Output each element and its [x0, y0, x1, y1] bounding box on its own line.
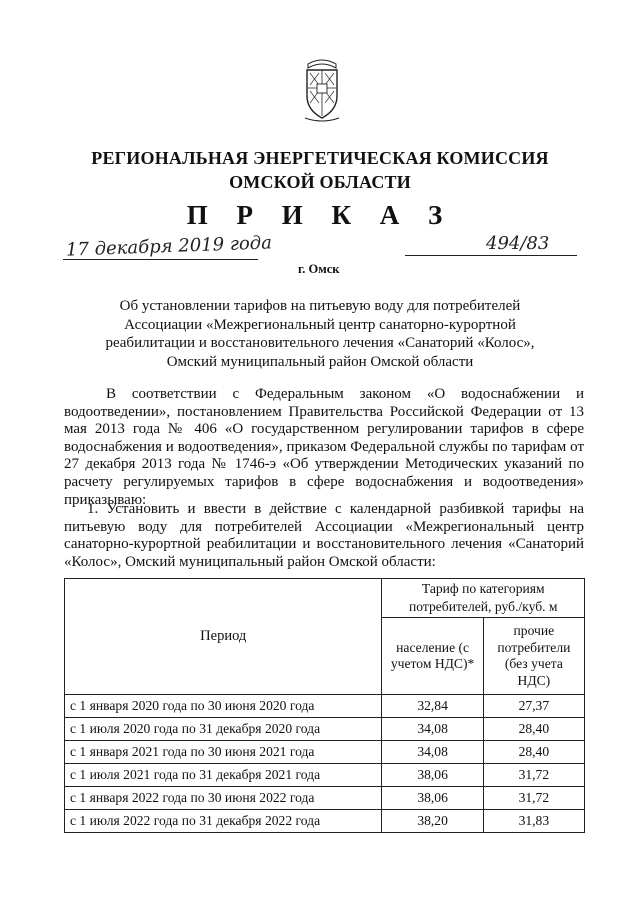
subject-line: реабилитации и восстановительного лечения «Санаторий «Колос»,	[105, 335, 535, 351]
org-name-line1: РЕГИОНАЛЬНАЯ ЭНЕРГЕТИЧЕСКАЯ КОМИССИЯ	[91, 148, 549, 168]
period-cell: с 1 июля 2020 года по 31 декабря 2020 года	[65, 718, 382, 741]
subject-line: Об установлении тарифов на питьевую воду для потребителей	[119, 298, 521, 314]
period-cell: с 1 июля 2022 года по 31 декабря 2022 года	[65, 810, 382, 833]
period-cell: с 1 января 2021 года по 30 июня 2021 года	[65, 741, 382, 764]
other-tariff-cell: 31,72	[483, 764, 584, 787]
city-label: г. Омск	[298, 262, 340, 276]
document-subject	[60, 297, 580, 371]
org-name-line2: ОМСКОЙ ОБЛАСТИ	[229, 172, 411, 192]
population-tariff-cell: 38,06	[382, 787, 483, 810]
preamble-paragraph: В соответствии с Федеральным законом «О водоснабжении и водоотведении», постановлением Правительства Российской Федерации от 13 мая 2013 года № 406 «О государственном регулировании тарифов в сфере водоснабжения и водоотведения», приказом Федеральной службы по тарифам от 27 декабря 2013 года № 1746-э «Об утверждении Методических указаний по расчету регулируемых тарифов в сфере водоснабжения и водоотведения» приказываю:	[64, 386, 584, 508]
number-underline	[405, 255, 577, 256]
subject-line: Ассоциации «Межрегиональный центр санаторно-курортной	[124, 316, 516, 333]
population-tariff-cell: 32,84	[382, 695, 483, 718]
date-underline	[63, 259, 258, 260]
population-tariff-cell: 34,08	[382, 741, 483, 764]
other-tariff-cell: 31,72	[483, 787, 584, 810]
header-period: Период	[65, 579, 382, 695]
omsk-coat-of-arms-icon	[302, 58, 342, 124]
table-row	[65, 741, 585, 764]
other-tariff-cell: 28,40	[483, 741, 584, 764]
period-cell: с 1 января 2020 года по 30 июня 2020 года	[65, 695, 382, 718]
tariff-table	[64, 578, 585, 833]
table-row	[65, 718, 585, 741]
header-population: население (с учетом НДС)*	[382, 618, 483, 695]
handwritten-number: 494/83	[486, 233, 550, 254]
population-tariff-cell: 38,06	[382, 764, 483, 787]
header-other-consumers: прочие потребители (без учета НДС)	[483, 618, 584, 695]
period-cell: с 1 июля 2021 года по 31 декабря 2021 года	[65, 764, 382, 787]
table-row	[65, 764, 585, 787]
other-tariff-cell: 28,40	[483, 718, 584, 741]
table-header-row	[65, 579, 585, 618]
period-cell: с 1 января 2022 года по 30 июня 2022 года	[65, 787, 382, 810]
table-row	[65, 810, 585, 833]
other-tariff-cell: 27,37	[483, 695, 584, 718]
other-tariff-cell: 31,83	[483, 810, 584, 833]
population-tariff-cell: 38,20	[382, 810, 483, 833]
clause-1-paragraph: 1. Установить и ввести в действие с календарной разбивкой тарифы на питьевую воду для потребителей Ассоциации «Межрегиональный центр санаторно-курортной реабилитации и восстановительного лечения «Санаторий «Колос», Омский муниципальный район Омской области:	[64, 501, 584, 570]
table-row	[65, 695, 585, 718]
header-tariff-group: Тариф по категориям потребителей, руб./куб. м	[382, 579, 585, 618]
handwritten-date: 17 декабря 2019 года	[65, 232, 273, 261]
table-row	[65, 787, 585, 810]
subject-line: Омский муниципальный район Омской области	[166, 353, 474, 370]
document-type-title: П Р И К А З	[186, 200, 454, 230]
population-tariff-cell: 34,08	[382, 718, 483, 741]
